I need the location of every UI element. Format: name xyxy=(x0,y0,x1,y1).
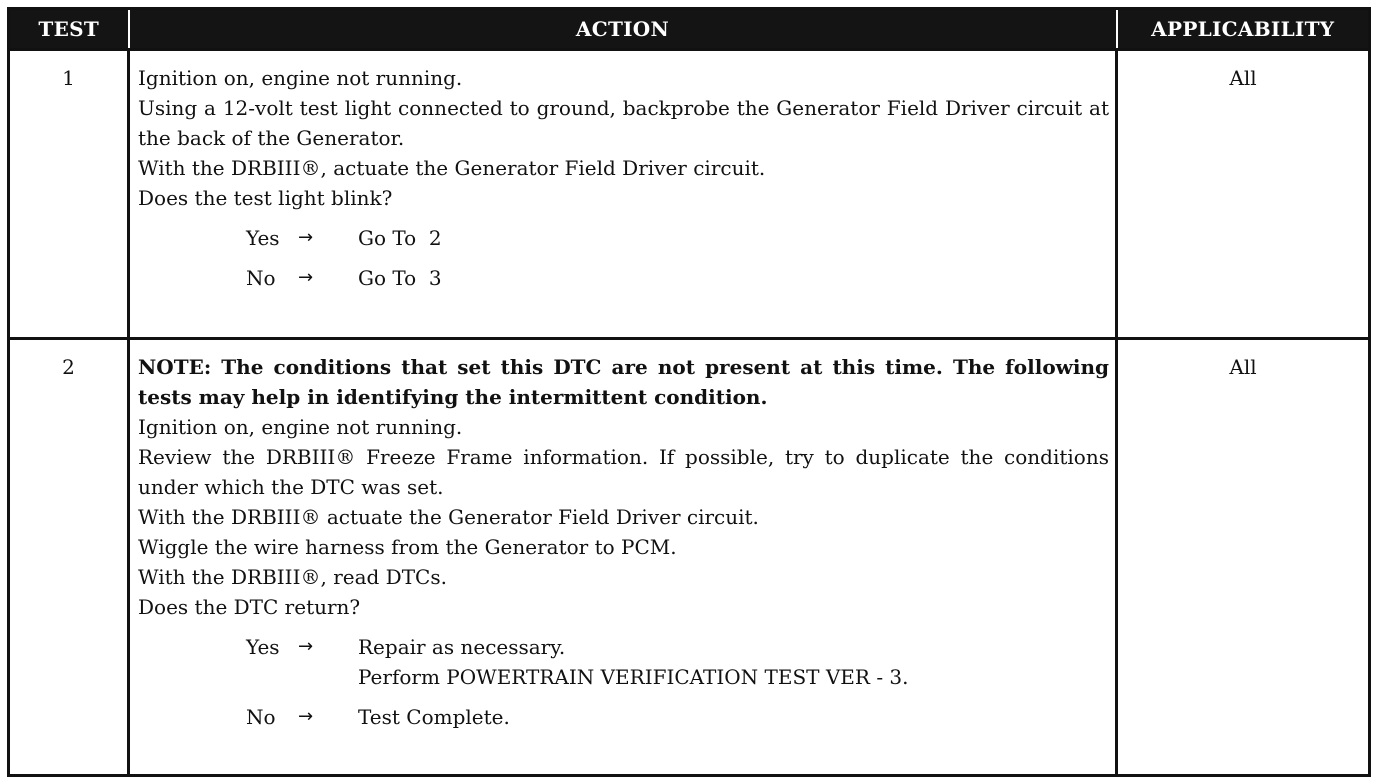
outcome-result xyxy=(358,702,510,732)
action-question: Does the DTC return? xyxy=(138,595,361,619)
action-question: Does the test light blink? xyxy=(138,186,393,210)
applicability-value: All xyxy=(1117,339,1370,776)
action-step: With the DRBIII®, read DTCs. xyxy=(138,565,447,589)
test-number: 1 xyxy=(9,50,129,339)
outcomes xyxy=(138,223,1109,293)
result-text: Perform POWERTRAIN VERIFICATION TEST VER - 3. xyxy=(358,665,909,689)
right-arrow-icon: → xyxy=(298,706,314,727)
right-arrow-icon: → xyxy=(298,636,314,657)
action-step: With the DRBIII®, actuate the Generator Field Driver circuit. xyxy=(138,156,766,180)
header-applicability: APPLICABILITY xyxy=(1117,9,1370,50)
table-row xyxy=(9,50,1370,339)
action-cell xyxy=(129,50,1117,339)
header-action: ACTION xyxy=(129,9,1117,50)
answer-label: No xyxy=(246,266,276,290)
answer-label: Yes xyxy=(246,635,280,659)
action-cell xyxy=(129,339,1117,776)
action-step: Ignition on, engine not running. xyxy=(138,415,463,439)
outcome-yes xyxy=(246,223,1109,253)
applicability-value: All xyxy=(1117,50,1370,339)
right-arrow-icon: → xyxy=(298,267,314,288)
outcome-no xyxy=(246,702,1109,732)
note-text: NOTE: The conditions that set this DTC are not present at this time. The following tests may help in identifying the intermittent condition. xyxy=(138,355,1109,409)
action-step: Review the DRBIII® Freeze Frame information. If possible, try to duplicate the conditions under which the DTC was set. xyxy=(138,445,1109,499)
diagnostic-test-table xyxy=(7,7,1371,777)
action-step: Ignition on, engine not running. xyxy=(138,66,463,90)
table-header-row xyxy=(9,9,1370,50)
answer-label: No xyxy=(246,705,276,729)
test-number: 2 xyxy=(9,339,129,776)
header-test: TEST xyxy=(9,9,129,50)
result-text: Go To 3 xyxy=(358,266,442,290)
outcome-result xyxy=(358,263,442,293)
action-step: With the DRBIII® actuate the Generator Field Driver circuit. xyxy=(138,505,759,529)
result-text: Go To 2 xyxy=(358,226,442,250)
table-row xyxy=(9,339,1370,776)
result-text: Repair as necessary. xyxy=(358,635,566,659)
action-step: Wiggle the wire harness from the Generator to PCM. xyxy=(138,535,677,559)
outcome-yes xyxy=(246,632,1109,692)
outcome-no xyxy=(246,263,1109,293)
right-arrow-icon: → xyxy=(298,227,314,248)
outcome-result xyxy=(358,223,442,253)
answer-label: Yes xyxy=(246,226,280,250)
outcome-result xyxy=(358,632,909,692)
action-step: Using a 12-volt test light connected to ground, backprobe the Generator Field Driver circuit at the back of the Generator. xyxy=(138,96,1109,150)
outcomes xyxy=(138,632,1109,732)
result-text: Test Complete. xyxy=(358,705,510,729)
